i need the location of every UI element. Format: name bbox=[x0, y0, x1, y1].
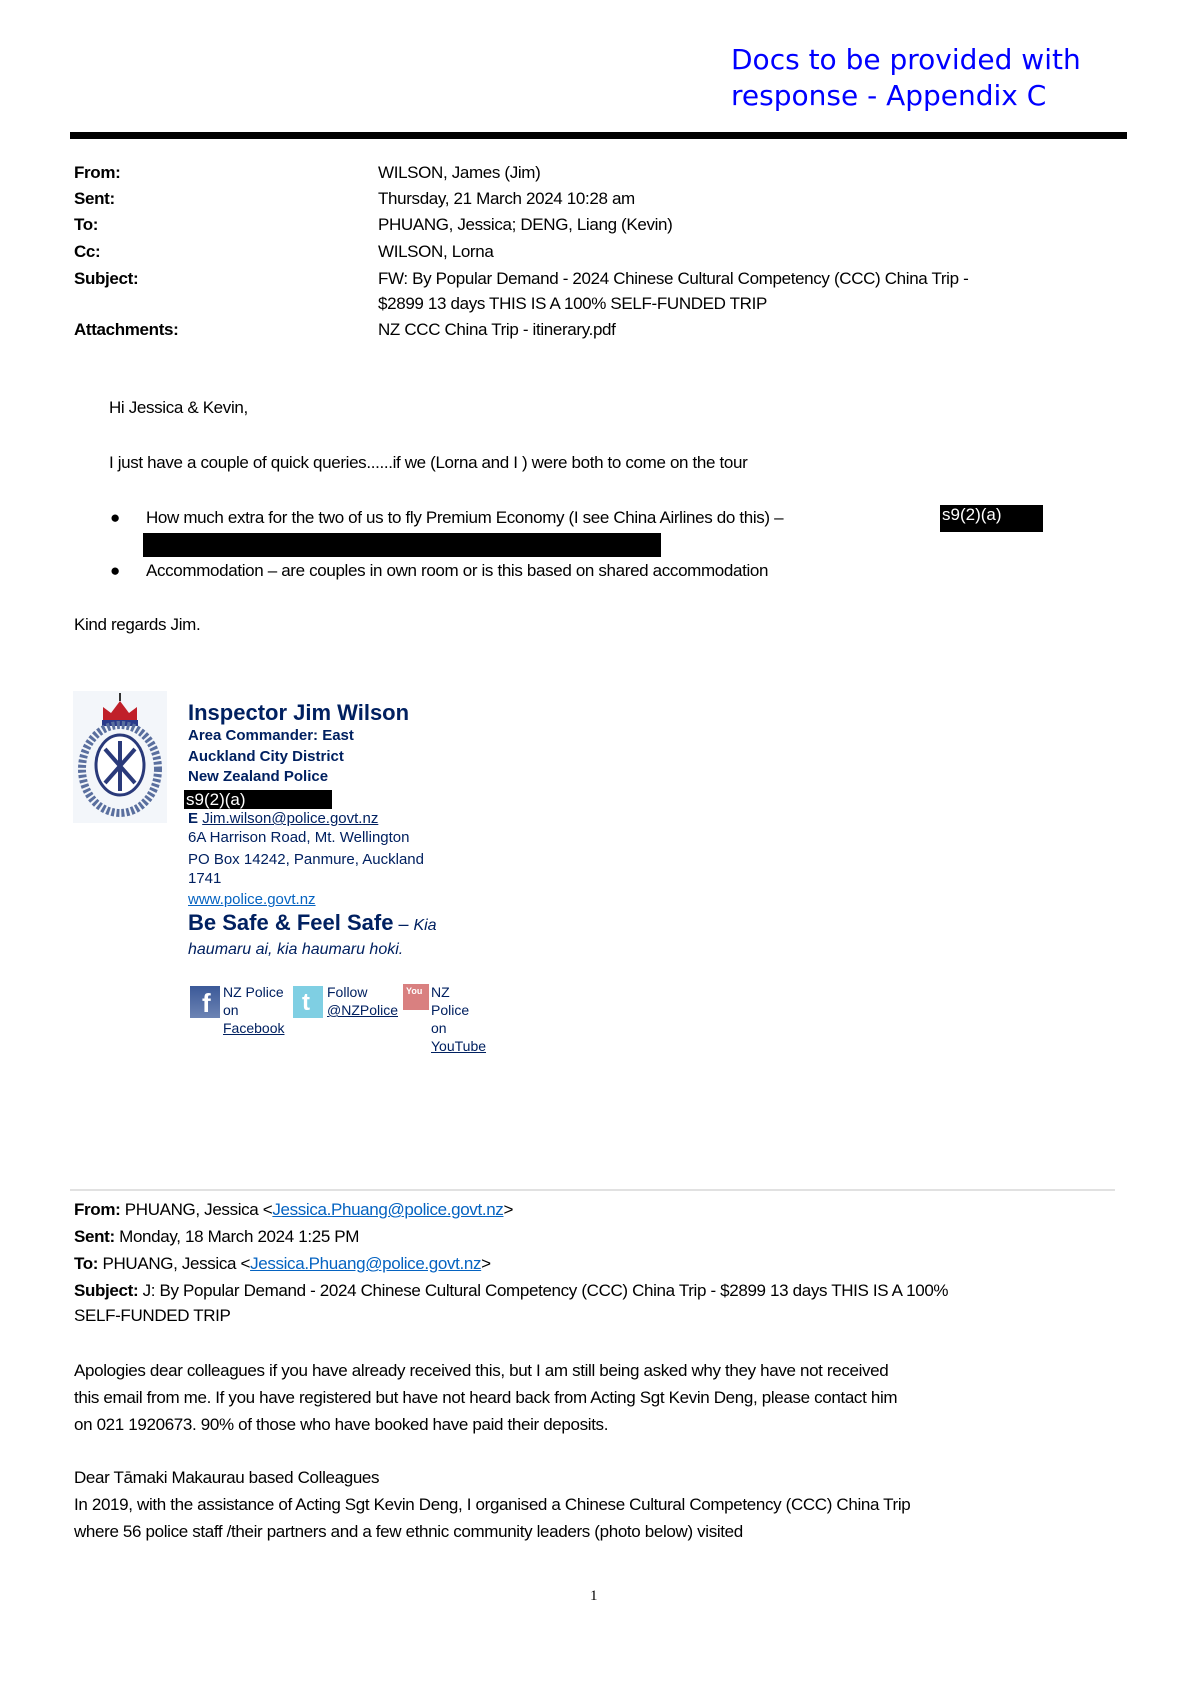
facebook-line1: NZ Police bbox=[223, 984, 284, 1000]
signature-title: Area Commander: East bbox=[188, 727, 354, 744]
facebook-line2: on bbox=[223, 1002, 239, 1018]
attachment-file[interactable]: NZ CCC China Trip - itinerary.pdf bbox=[378, 320, 616, 339]
twitter-link[interactable]: @NZPolice bbox=[327, 1002, 399, 1018]
fwd-to-row bbox=[74, 1253, 491, 1275]
fwd-from-row bbox=[74, 1199, 513, 1221]
page-number: 1 bbox=[590, 1588, 598, 1604]
para1-line1: Apologies dear colleagues if you have already received this, but I am still being asked why they have not received bbox=[74, 1361, 889, 1380]
para1-line3: on 021 1920673. 90% of those who have booked have paid their deposits. bbox=[74, 1415, 609, 1434]
slogan-dash: – bbox=[393, 914, 414, 934]
para2-line3: where 56 police staff /their partners and a few ethnic community leaders (photo below) visited bbox=[74, 1522, 743, 1541]
fwd-sent-value: Monday, 18 March 2024 1:25 PM bbox=[114, 1227, 360, 1246]
to-label: To: bbox=[74, 215, 99, 234]
message-divider bbox=[70, 1189, 1115, 1191]
email-prefix: E bbox=[188, 810, 199, 827]
fwd-subject-label: Subject: bbox=[74, 1281, 139, 1300]
redaction-box-continued bbox=[143, 533, 661, 557]
signature-slogan-row bbox=[188, 910, 437, 939]
signature-email-link[interactable]: Jim.wilson@police.govt.nz bbox=[202, 810, 379, 827]
signature-name: Inspector Jim Wilson bbox=[188, 700, 410, 725]
twitter-line1: Follow bbox=[327, 984, 368, 1000]
bullet-premium-economy: How much extra for the two of us to fly Premium Economy (I see China Airlines do this) – bbox=[146, 508, 784, 527]
para2-line1: Dear Tāmaki Makaurau based Colleagues bbox=[74, 1468, 380, 1487]
signature-org: New Zealand Police bbox=[188, 768, 329, 785]
fwd-subject-line2: SELF-FUNDED TRIP bbox=[74, 1306, 231, 1325]
header-rule bbox=[70, 132, 1127, 139]
redaction-box: s9(2)(a) bbox=[940, 505, 1043, 532]
sent-label: Sent: bbox=[74, 189, 115, 208]
fwd-sent-label: Sent: bbox=[74, 1227, 115, 1246]
subject-label: Subject: bbox=[74, 269, 139, 288]
signature-district: Auckland City District bbox=[188, 748, 344, 765]
fwd-subject-row bbox=[74, 1280, 948, 1302]
bullet-accommodation: Accommodation – are couples in own room or is this based on shared accommodation bbox=[146, 561, 769, 580]
signature-address2: PO Box 14242, Panmure, Auckland bbox=[188, 851, 424, 868]
youtube-line1: NZ bbox=[431, 984, 450, 1000]
subject-line1: FW: By Popular Demand - 2024 Chinese Cultural Competency (CCC) China Trip - bbox=[378, 269, 969, 288]
sent-value: Thursday, 21 March 2024 10:28 am bbox=[378, 189, 635, 208]
signature-email-row bbox=[188, 809, 378, 829]
intro-text: I just have a couple of quick queries......if we (Lorna and I ) were both to come on the tour bbox=[109, 453, 748, 472]
fwd-bracket: > bbox=[481, 1254, 491, 1273]
fwd-bracket: > bbox=[503, 1200, 514, 1219]
attachments-label: Attachments: bbox=[74, 320, 179, 339]
bullet-dot: ● bbox=[110, 508, 120, 527]
from-value: WILSON, James (Jim) bbox=[378, 163, 541, 182]
fwd-sent-row bbox=[74, 1226, 359, 1248]
para1-line2: this email from me. If you have registered but have not heard back from Acting Sgt Kevin Deng, please contact him bbox=[74, 1388, 898, 1407]
facebook-link[interactable]: Facebook bbox=[223, 1020, 285, 1036]
appendix-note-line1: Docs to be provided with bbox=[731, 43, 1081, 76]
bullet-dot: ● bbox=[110, 561, 120, 580]
fwd-subject-line1: J: By Popular Demand - 2024 Chinese Cultural Competency (CCC) China Trip - $2899 13 days THIS IS A 100% bbox=[138, 1281, 949, 1300]
signature-redaction-box: s9(2)(a) bbox=[184, 790, 332, 809]
greeting: Hi Jessica & Kevin, bbox=[109, 398, 248, 417]
youtube-line3: on bbox=[431, 1020, 447, 1036]
appendix-note-line2: response - Appendix C bbox=[731, 79, 1047, 112]
fwd-to-email-link[interactable]: Jessica.Phuang@police.govt.nz bbox=[250, 1254, 482, 1273]
nz-police-crest-logo bbox=[73, 691, 167, 823]
cc-value: WILSON, Lorna bbox=[378, 242, 494, 261]
para2-line2: In 2019, with the assistance of Acting Sgt Kevin Deng, I organised a Chinese Cultural Competency (CCC) China Trip bbox=[74, 1495, 911, 1514]
fwd-to-name: PHUANG, Jessica < bbox=[98, 1254, 251, 1273]
cc-label: Cc: bbox=[74, 242, 101, 261]
twitter-icon[interactable]: t bbox=[293, 986, 323, 1018]
motto-start: Kia bbox=[413, 917, 437, 934]
signature-postcode: 1741 bbox=[188, 870, 222, 887]
signature-address1: 6A Harrison Road, Mt. Wellington bbox=[188, 829, 410, 846]
fwd-from-name: PHUANG, Jessica < bbox=[120, 1200, 273, 1219]
motto: haumaru ai, kia haumaru hoki. bbox=[188, 941, 404, 958]
fwd-from-email-link[interactable]: Jessica.Phuang@police.govt.nz bbox=[272, 1200, 504, 1219]
signoff: Kind regards Jim. bbox=[74, 615, 201, 634]
youtube-icon[interactable]: You bbox=[403, 984, 429, 1010]
slogan: Be Safe & Feel Safe bbox=[188, 910, 394, 935]
to-value: PHUANG, Jessica; DENG, Liang (Kevin) bbox=[378, 215, 673, 234]
subject-line2: $2899 13 days THIS IS A 100% SELF-FUNDED TRIP bbox=[378, 294, 767, 313]
fwd-to-label: To: bbox=[74, 1254, 99, 1273]
youtube-line2: Police bbox=[431, 1002, 470, 1018]
signature-website-link[interactable]: www.police.govt.nz bbox=[188, 891, 316, 908]
facebook-icon[interactable]: f bbox=[190, 986, 220, 1018]
fwd-from-label: From: bbox=[74, 1200, 121, 1219]
youtube-link[interactable]: YouTube bbox=[431, 1038, 487, 1054]
from-label: From: bbox=[74, 163, 121, 182]
